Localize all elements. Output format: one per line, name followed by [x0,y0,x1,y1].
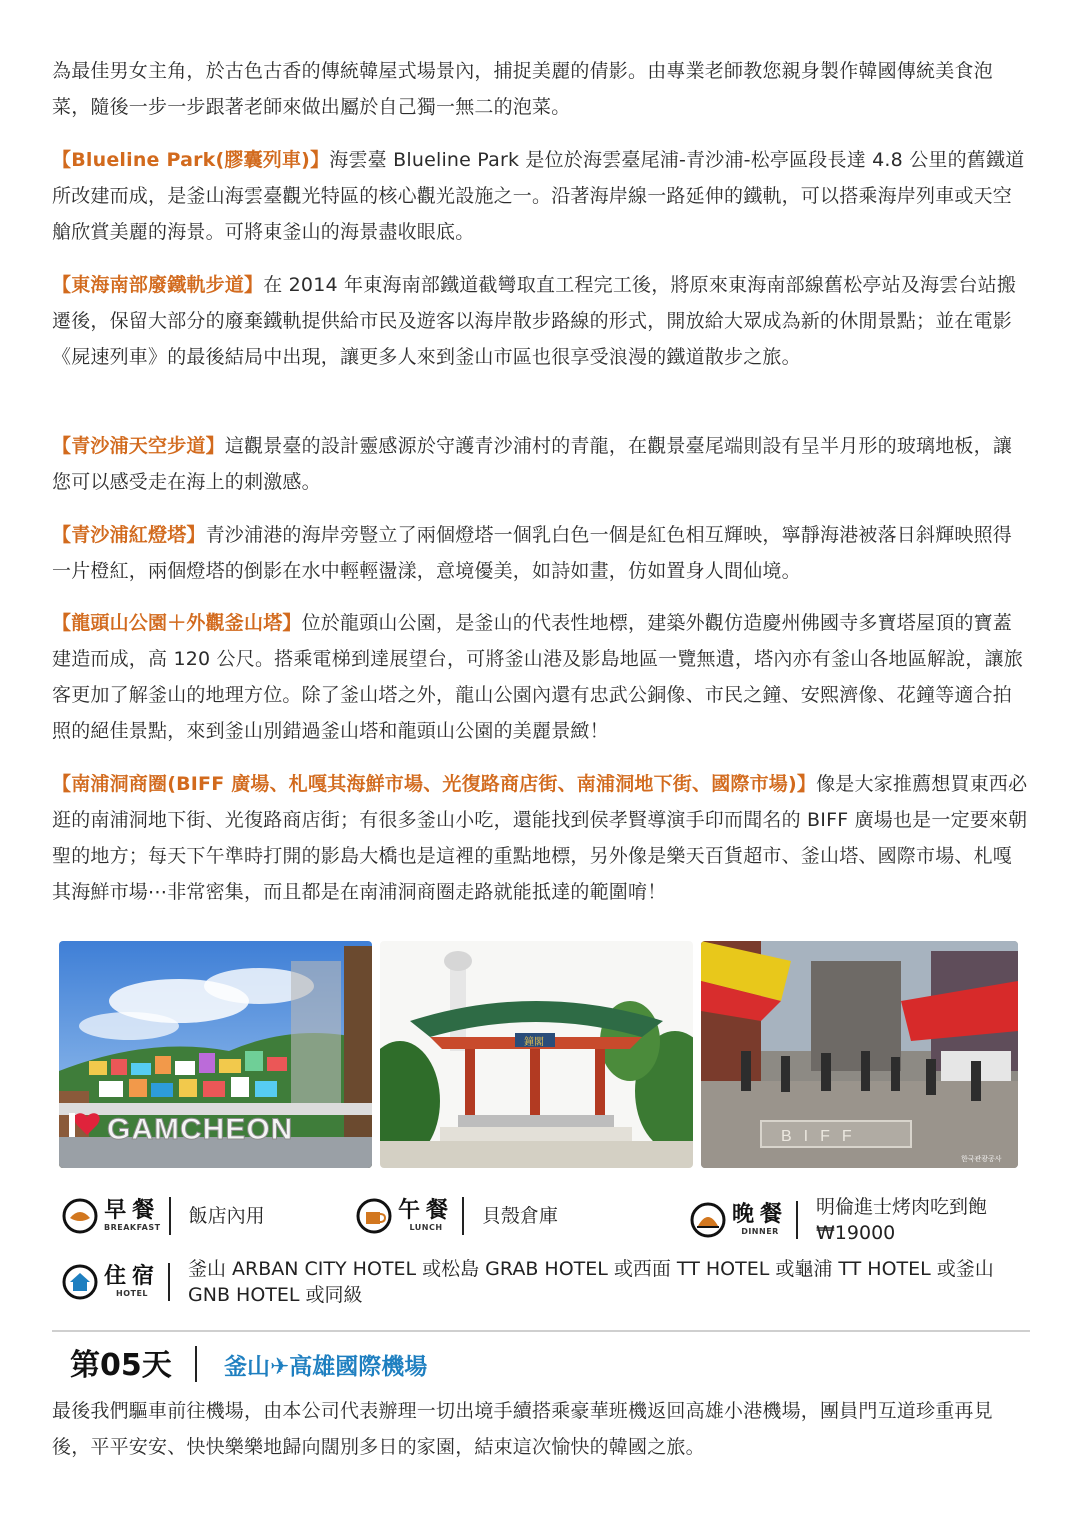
croissant-icon [62,1198,98,1234]
lunch-zh: 午餐 [398,1198,455,1223]
lunch-en: LUNCH [409,1223,443,1232]
section-body: 這觀景臺的設計靈感源於守護青沙浦村的青龍，在觀景臺尾端則設有呈半月形的玻璃地板，讓您可以感受走在海上的刺激感。 [52,435,1013,493]
hotel-zh: 住宿 [104,1264,161,1289]
pavilion-plaque: 鐘閣 [524,1037,544,1048]
day-description: 最後我們驅車前往機場，由本公司代表辦理一切出境手續搭乘豪華班機返回高雄小港機場，團員門互道珍重再見後，平平安安、快快樂樂地歸向闊別多日的家園，結束這次愉快的韓國之旅。 [52,1400,993,1458]
breakfast-value: 飯店內用 [188,1205,265,1227]
breakfast-en: BREAKFAST [104,1223,161,1232]
section-body: 青沙浦港的海岸旁豎立了兩個燈塔一個乳白色一個是紅色相互輝映，寧靜海港被落日斜輝映照得一片橙紅，兩個燈塔的倒影在水中輕輕盪漾，意境優美，如詩如畫，仿如置身人間仙境。 [52,524,1013,582]
hotel-value: 釜山 ARBAN CITY HOTEL 或松島 GRAB HOTEL 或西面 TT HOTEL 或龜浦 TT HOTEL 或釜山 GNB HOTEL 或同級 [188,1258,994,1306]
dinner-value-line1: 明倫進士烤肉吃到飽 [816,1196,988,1218]
section-busan-tower [52,605,1028,749]
section-title: 【Blueline Park(膠囊列車)】 [52,149,330,171]
house-icon [62,1264,98,1300]
day-divider-bar [195,1346,197,1382]
day-label: 第05天 [70,1348,172,1383]
cloche-icon [690,1202,726,1238]
photo-watermark: 한국관광공사 [961,1155,1002,1163]
divider-bar [168,1263,170,1301]
section-nampo-dong [52,766,1028,910]
hotel-en: HOTEL [116,1289,149,1298]
dinner-value-line2: ₩19000 [816,1222,896,1244]
section-title: 【東海南部廢鐵軌步道】 [52,274,264,296]
section-title: 【龍頭山公園＋外觀釜山塔】 [52,612,302,634]
section-body: 在 2014 年東海南部鐵道截彎取直工程完工後，將原來東海南部線舊松亭站及海雲台站搬遷後，保留大部分的廢棄鐵軌提供給市民及遊客以海岸散步路線的形式，開放給大眾成為新的休閒景點；並在電影《屍速列車》的最後結局中出現，讓更多人來到釜山市區也很享受浪漫的鐵道散步之旅。 [52,274,1017,368]
dinner-row [690,1194,987,1246]
dinner-value [816,1194,987,1246]
section-title: 【青沙浦天空步道】 [52,435,225,457]
breakfast-label [104,1199,161,1233]
gamcheon-sign: GAMCHEON [107,1113,294,1146]
day-route: 釜山✈高雄國際機場 [224,1354,428,1380]
dinner-en: DINNER [741,1227,779,1236]
intro-paragraph: 為最佳男女主角，於古色古香的傳統韓屋式場景內，捕捉美麗的倩影。由專業老師教您親身製作韓國傳統美食泡菜，隨後一步一步跟著老師來做出屬於自己獨一無二的泡菜。 [52,60,993,118]
gamcheon-village-photo [59,941,372,1168]
biff-floor-letters: BIFF [781,1128,864,1145]
section-lighthouse [52,517,1028,589]
section-title: 【青沙浦紅燈塔】 [52,524,206,546]
dinner-label [732,1203,788,1237]
yongdusan-pavilion-photo [380,941,693,1168]
breakfast-row [62,1197,265,1235]
hotel-label [104,1265,160,1299]
section-blueline-park [52,142,1028,250]
section-title: 【南浦洞商圈(BIFF 廣場、札嘎其海鮮市場、光復路商店街、南浦洞地下街、國際市場)】 [52,773,817,795]
lunch-row [356,1197,558,1235]
section-body: 位於龍頭山公園，是釜山的代表性地標，建築外觀仿造慶州佛國寺多寶塔屋頂的寶蓋建造而成，高 120 公尺。搭乘電梯到達展望台，可將釜山港及影島地區一覽無遺，塔內亦有釜山各地區解說，讓旅客更加了解釜山的地理方位。除了釜山塔之外，龍山公園內還有忠武公銅像、市民之鐘、安熙濟像、花鐘等適合拍照的絕佳景點，來到釜山別錯過釜山塔和龍頭山公園的美麗景緻！ [52,612,1023,742]
divider-bar [169,1197,171,1235]
hotel-row [62,1256,1030,1308]
dinner-zh: 晚餐 [732,1202,789,1227]
section-body: 像是大家推薦想買東西必逛的南浦洞地下街、光復路商店街；有很多釜山小吃，還能找到侯孝賢導演手印而聞名的 BIFF 廣場也是一定要來朝聖的地方；每天下午準時打開的影島大橋也是這裡的重點地標，另外像是樂天百貨超市、釜山塔、國際市場、札嘎其海鮮市場⋯非常密集，而且都是在南浦洞商圈走路就能抵達的範圍唷！ [52,773,1028,903]
section-divider [52,1330,1030,1332]
lunch-value: 貝殼倉庫 [482,1205,559,1227]
biff-square-photo [701,941,1018,1168]
coffee-cup-icon [356,1198,392,1234]
breakfast-zh: 早餐 [104,1198,161,1223]
lunch-label [398,1199,454,1233]
divider-bar [796,1201,798,1239]
section-body: 海雲臺 Blueline Park 是位於海雲臺尾浦-青沙浦-松亭區段長達 4.8 公里的舊鐵道所改建而成，是釜山海雲臺觀光特區的核心觀光設施之一。沿著海岸線一路延伸的鐵軌，可以搭乘海岸列車或天空艙欣賞美麗的海景。可將東釜山的海景盡收眼底。 [52,149,1025,243]
divider-bar [462,1197,464,1235]
section-skywalk [52,428,1028,500]
section-railway-trail [52,267,1028,375]
